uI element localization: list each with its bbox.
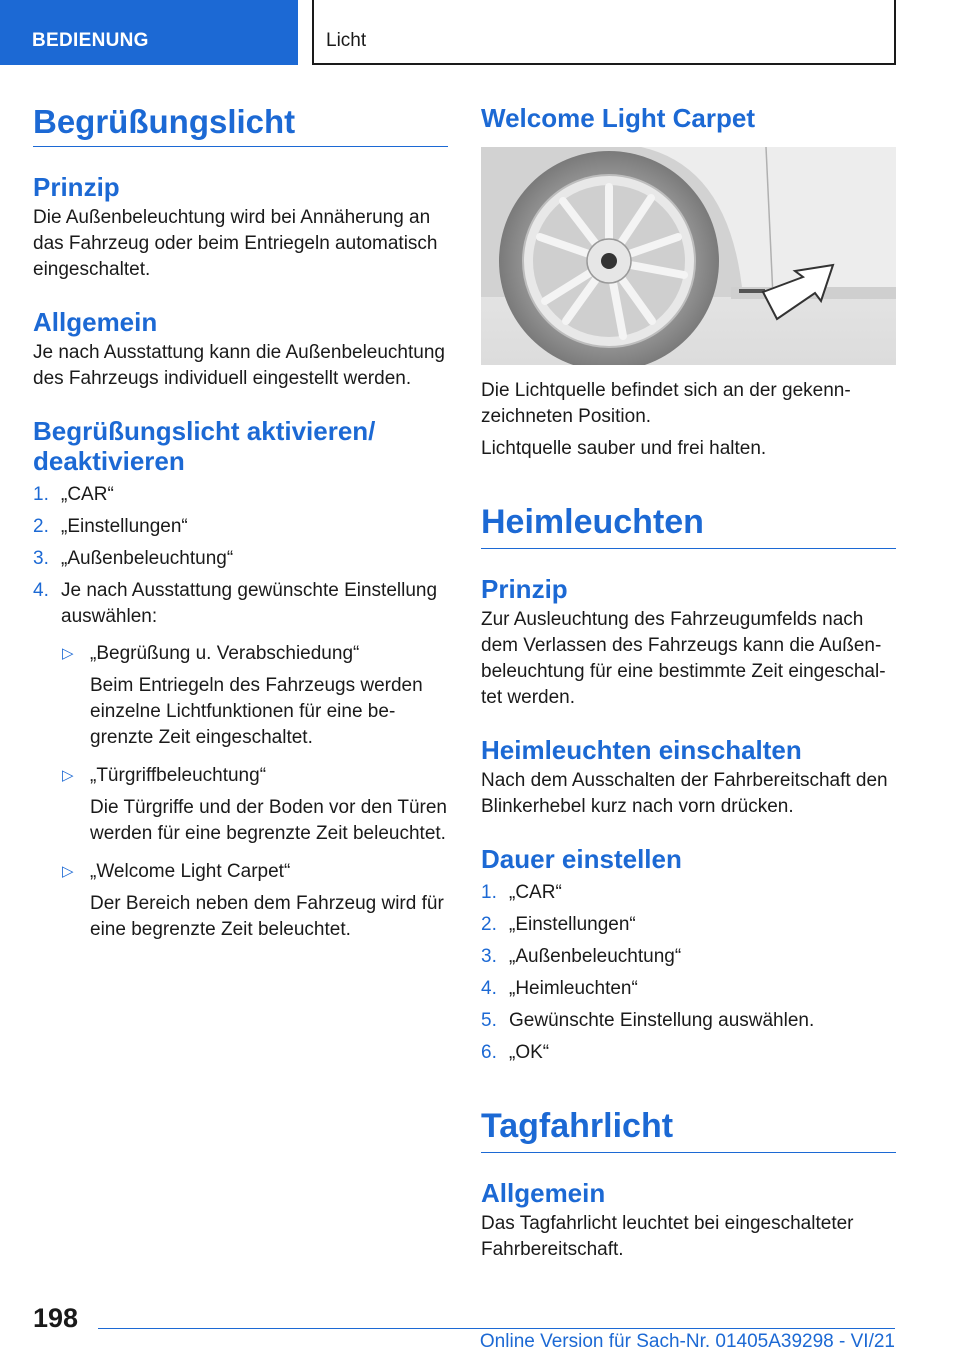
heading-welcome-light-carpet: Welcome Light Carpet <box>481 103 756 133</box>
triangle-bullet-icon: ▷ <box>62 767 74 784</box>
section-title-tagfahrlicht: Tagfahrlicht <box>481 1104 896 1153</box>
section-title-begruessungslicht: Begrüßungslicht <box>33 100 448 147</box>
text-tag-allgemein: Das Tagfahrlicht leuchtet bei eingeschalteter Fahrbereitschaft. <box>481 1213 854 1260</box>
triangle-bullet-icon: ▷ <box>62 863 74 880</box>
list-item: 5. Gewünschte Einstellung auswählen. <box>481 1010 815 1031</box>
text-light-position: Die Lichtquelle befindet sich an der gekennzeichneten Position. <box>481 380 851 427</box>
page-number: 198 <box>33 1303 79 1333</box>
heading-aktivieren: Begrüßungslicht aktivieren/ deaktivieren <box>33 416 376 476</box>
section-tab <box>0 0 298 65</box>
chapter-header <box>312 0 896 65</box>
triangle-bullet-icon: ▷ <box>62 645 74 662</box>
list-item: ▷ „Welcome Light Carpet“ Der Bereich neben dem Fahrzeug wird für eine begrenzte Zeit beleuchtet. <box>62 861 444 940</box>
list-item: 2. „Einstellungen“ <box>33 516 188 537</box>
text-heim-einschalten: Nach dem Ausschalten der Fahrbereitschaft den Blinkerhebel kurz nach vorn drücken. <box>481 770 888 817</box>
list-item: 2. „Einstellungen“ <box>481 914 636 935</box>
left-column <box>33 100 448 943</box>
list-item: 1. „CAR“ <box>33 484 114 505</box>
options-list <box>61 641 448 943</box>
heading-allgemein: Allgemein <box>33 307 158 337</box>
chapter-title: Licht <box>326 30 367 51</box>
list-item: 6. „OK“ <box>481 1042 550 1063</box>
dauer-steps-list <box>481 880 896 1066</box>
right-column <box>481 100 896 1263</box>
text-allgemein: Je nach Ausstattung kann die Außenbeleuchtung des Fahrzeugs individuell eingestellt werden. <box>33 342 445 389</box>
footer-version-text: Online Version für Sach-Nr. 01405A39298 - VI/21 <box>479 1331 895 1352</box>
section-title-heimleuchten: Heimleuchten <box>481 500 896 549</box>
list-item: 1. „CAR“ <box>481 882 562 903</box>
heading-dauer: Dauer einstellen <box>481 844 682 874</box>
list-item: 4. Je nach Ausstattung gewünschte Einstellung auswählen: <box>33 580 438 627</box>
heading-heim-prinzip: Prinzip <box>481 574 568 604</box>
car-wheel-illustration <box>481 147 896 365</box>
list-item: 3. „Außenbeleuchtung“ <box>33 548 234 569</box>
text-prinzip: Die Außenbeleuchtung wird bei Annäherung an das Fahrzeug oder beim Entriegeln automatisch eingeschaltet. <box>33 207 438 280</box>
section-label: BEDIENUNG <box>32 30 149 51</box>
list-item: ▷ „Türgriffbeleuchtung“ Die Türgriffe und der Boden vor den Türen werden für eine begrenzte Zeit beleuchtet. <box>62 765 448 844</box>
list-item: 4. „Heimleuchten“ <box>481 978 638 999</box>
list-item: ▷ „Begrüßung u. Verabschiedung“ Beim Entriegeln des Fahrzeugs werden einzelne Lichtfunktionen für eine begrenzte Zeit eingeschaltet. <box>62 643 423 748</box>
car-wheel-photo <box>481 147 896 365</box>
steps-list <box>33 482 448 630</box>
heading-heim-einschalten: Heimleuchten einschalten <box>481 735 802 765</box>
heading-tag-allgemein: Allgemein <box>481 1178 606 1208</box>
list-item: 3. „Außenbeleuchtung“ <box>481 946 682 967</box>
heading-prinzip: Prinzip <box>33 172 120 202</box>
text-keep-clean: Lichtquelle sauber und frei halten. <box>481 438 767 459</box>
footer-divider <box>98 1328 895 1329</box>
text-heim-prinzip: Zur Ausleuchtung des Fahrzeugumfelds nach dem Verlassen des Fahrzeugs kann die Außenbeleuchtung für eine bestimmte Zeit eingeschaltet werden. <box>481 609 886 708</box>
